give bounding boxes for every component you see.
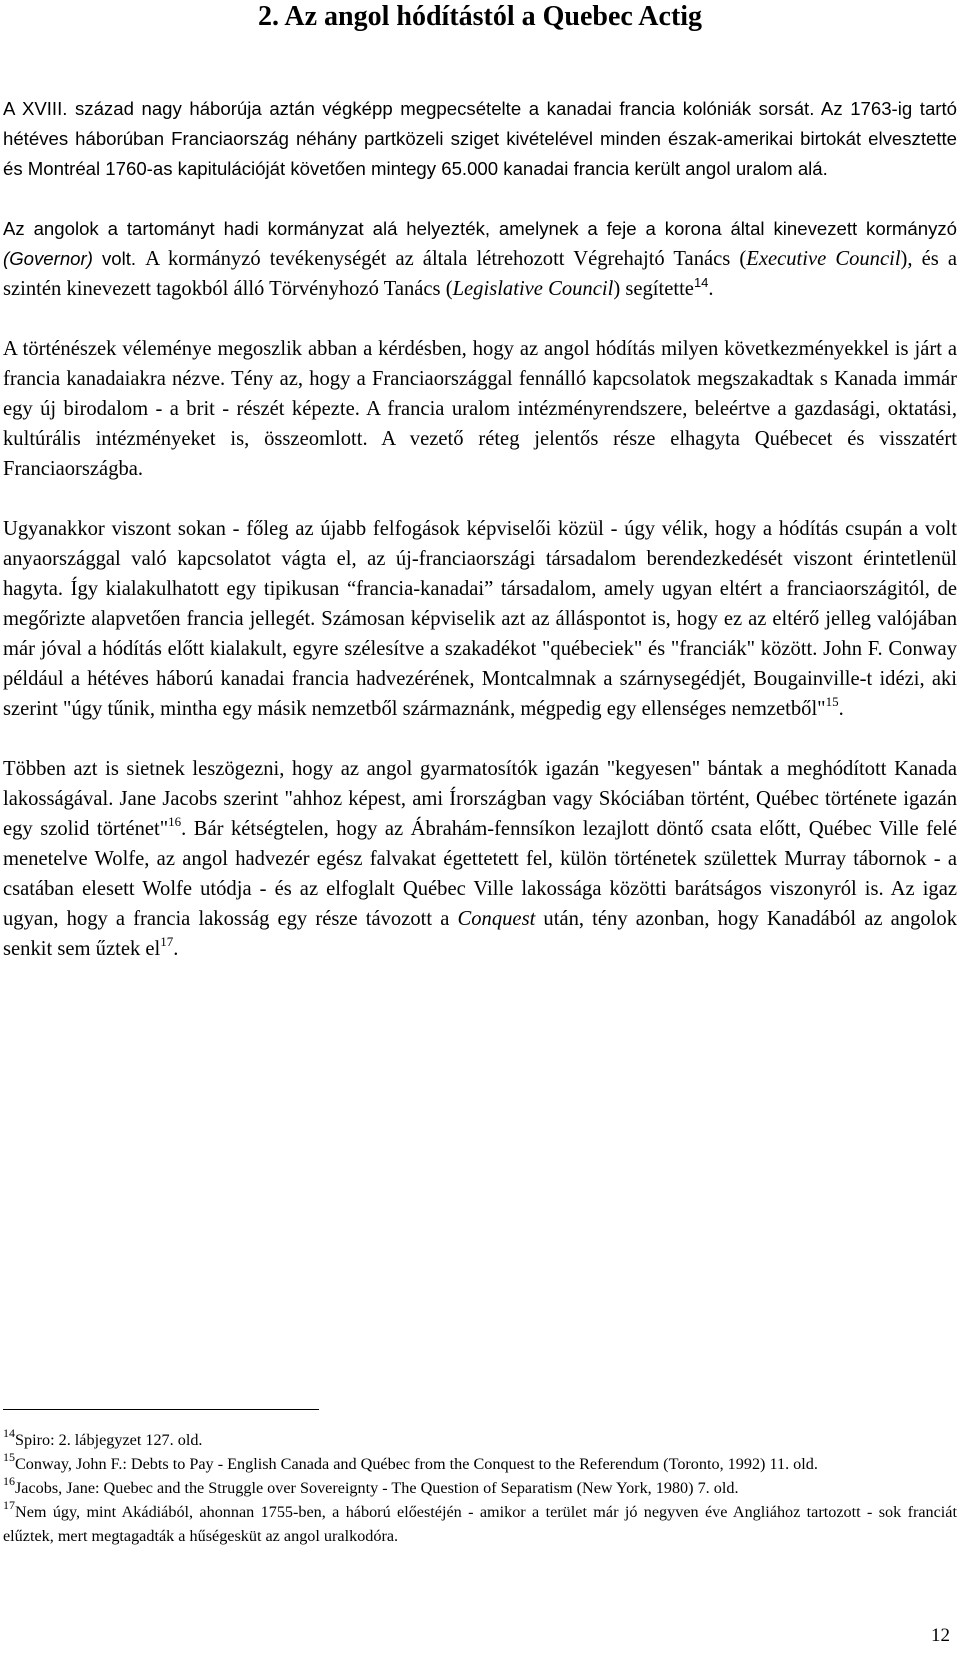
footnote-ref-15[interactable]: 15 — [825, 694, 839, 710]
footnote-ref-17[interactable]: 17 — [160, 934, 174, 950]
paragraph-2-text-a: Az angolok a tartományt hadi kormányzat alá helyezték, amelynek a feje a korona által kinevezett kormányzó — [3, 218, 957, 239]
paragraph-2-text-c: volt. — [92, 248, 146, 269]
footnote-text: Jacobs, Jane: Quebec and the Struggle over Sovereignty - The Question of Separatism (New York, 1980) 7. old. — [15, 1479, 739, 1497]
footnote-number: 16 — [3, 1473, 15, 1488]
paragraph-2-end: . — [708, 278, 714, 300]
footnote-14 — [3, 1425, 957, 1452]
paragraph-5-end: . — [173, 938, 179, 960]
footnote-text: Spiro: 2. lábjegyzet 127. old. — [15, 1431, 203, 1449]
body-text — [3, 94, 957, 994]
footnote-ref-16[interactable]: 16 — [168, 814, 182, 830]
term-executive-council: Executive Council — [746, 248, 901, 270]
paragraph-2-text-d: A kormányzó tevékenységét az általa létrehozott Végrehajtó Tanács ( — [145, 248, 747, 270]
footnote-ref-14[interactable]: 14 — [693, 274, 709, 290]
paragraph-1: A XVIII. század nagy háborúja aztán végképp megpecsételte a kanadai francia kolóniák sorsát. Az 1763-ig tartó hétéves háborúban Franciaország néhány partközeli sziget kivételével minden észak-amerikai birtokát elvesztette és Montréal 1760-as kapitulációját követően mintegy 65.000 kanadai francia került angol uralom alá. — [3, 98, 957, 179]
paragraph-2-text-f: ), és a szintén kinevezett tagokból álló Törvényhozó Tanács ( — [3, 248, 957, 300]
paragraph-2-text-h: ) segítette — [613, 278, 694, 300]
term-governor: (Governor) — [3, 248, 93, 269]
page-number: 12 — [931, 1625, 950, 1646]
paragraph-4 — [3, 514, 957, 724]
paragraph-2 — [3, 214, 957, 304]
chapter-title: 2. Az angol hódítástól a Quebec Actig — [257, 1, 703, 32]
paragraph-4-end: . — [838, 698, 844, 720]
footnote-divider — [3, 1409, 319, 1410]
footnote-number: 17 — [3, 1497, 15, 1512]
footnote-number: 14 — [3, 1425, 15, 1440]
footnotes — [3, 1425, 957, 1548]
footnote-number: 15 — [3, 1449, 15, 1464]
footnote-text: Conway, John F.: Debts to Pay - English Canada and Québec from the Conquest to the Referendum (Toronto, 1992) 11. old. — [15, 1455, 818, 1473]
paragraph-5-text-b: . Bár kétségtelen, hogy az Ábrahám-fennsíkon lezajlott döntő csata előtt, Québec Ville felé menetelve Wolfe, az angol hadvezér egész falvakat égettetett fel, külön történetek születtek Murray tábornok - a csatában elesett Wolfe utódja - és az elfoglalt Québec Ville lakossága közötti barátságos viszonyról is. Az igaz ugyan, hogy a francia lakosság egy része távozott a — [3, 818, 957, 930]
paragraph-5-text-a: Többen azt is sietnek leszögezni, hogy az angol gyarmatosítók igazán "kegyesen" bántak a meghódított Kanada lakosságával. Jane Jacobs szerint "ahhoz képest, ami Írországban vagy Skóciában történt, Québec története igazán egy szolid történet" — [3, 758, 957, 840]
term-legislative-council: Legislative Council — [452, 278, 614, 300]
paragraph-3: A történészek véleménye megoszlik abban a kérdésben, hogy az angol hódítás milyen következményekkel is járt a francia kanadaiakra nézve. Tény az, hogy a Franciaországgal fennálló kapcsolatok megszakadtak s Kanada immár egy új birodalom - a brit - részét képezte. A francia uralom intézményrendszere, beleértve a gazdasági, oktatási, kultúrális intézményeket is, összeomlott. A vezető réteg jelentős része elhagyta Québecet és visszatért Franciaországba. — [3, 338, 957, 480]
footnote-15 — [3, 1449, 957, 1476]
paragraph-5-text-c: után, tény azonban, hogy Kanadából az angolok senkit sem űztek el — [3, 908, 958, 960]
paragraph-4-text: Ugyanakkor viszont sokan - főleg az újabb felfogások képviselői közül - úgy vélik, hogy a hódítás csupán a volt anyaországgal való kapcsolatot vágta el, az új-franciaországi társadalom berendezkedését viszont érintetlenül hagyta. Így kialakulhatott egy tipikusan “francia-kanadai” társadalom, amely ugyan eltért a franciaországitól, de megőrizte alapvetően francia jellegét. Számosan képviselik azt az álláspontot is, hogy ez az eltérő jelleg valójában már jóval a hódítás előtt kialakult, egyre szélesítve a szakadékot "québeciek" és "franciák" között. John F. Conway például a hétéves háború kanadai francia hadvezérének, Montcalmnak a szárnysegédjét, Bougainville-t idézi, aki szerint "úgy tűnik, mintha egy másik nemzetből származnánk, mégpedig egy ellenséges nemzetből" — [3, 518, 957, 720]
footnote-16 — [3, 1473, 957, 1500]
footnote-text: Nem úgy, mint Akádiából, ahonnan 1755-ben, a háború előestéjén - amikor a terület már jó negyven éve Angliához tartozott - sok franciát elűztek, mert megtagadták a hűségesküt az angol uralkodóra. — [3, 1503, 957, 1545]
term-conquest: Conquest — [457, 908, 536, 930]
footnote-17 — [3, 1497, 957, 1548]
paragraph-5 — [3, 754, 957, 964]
